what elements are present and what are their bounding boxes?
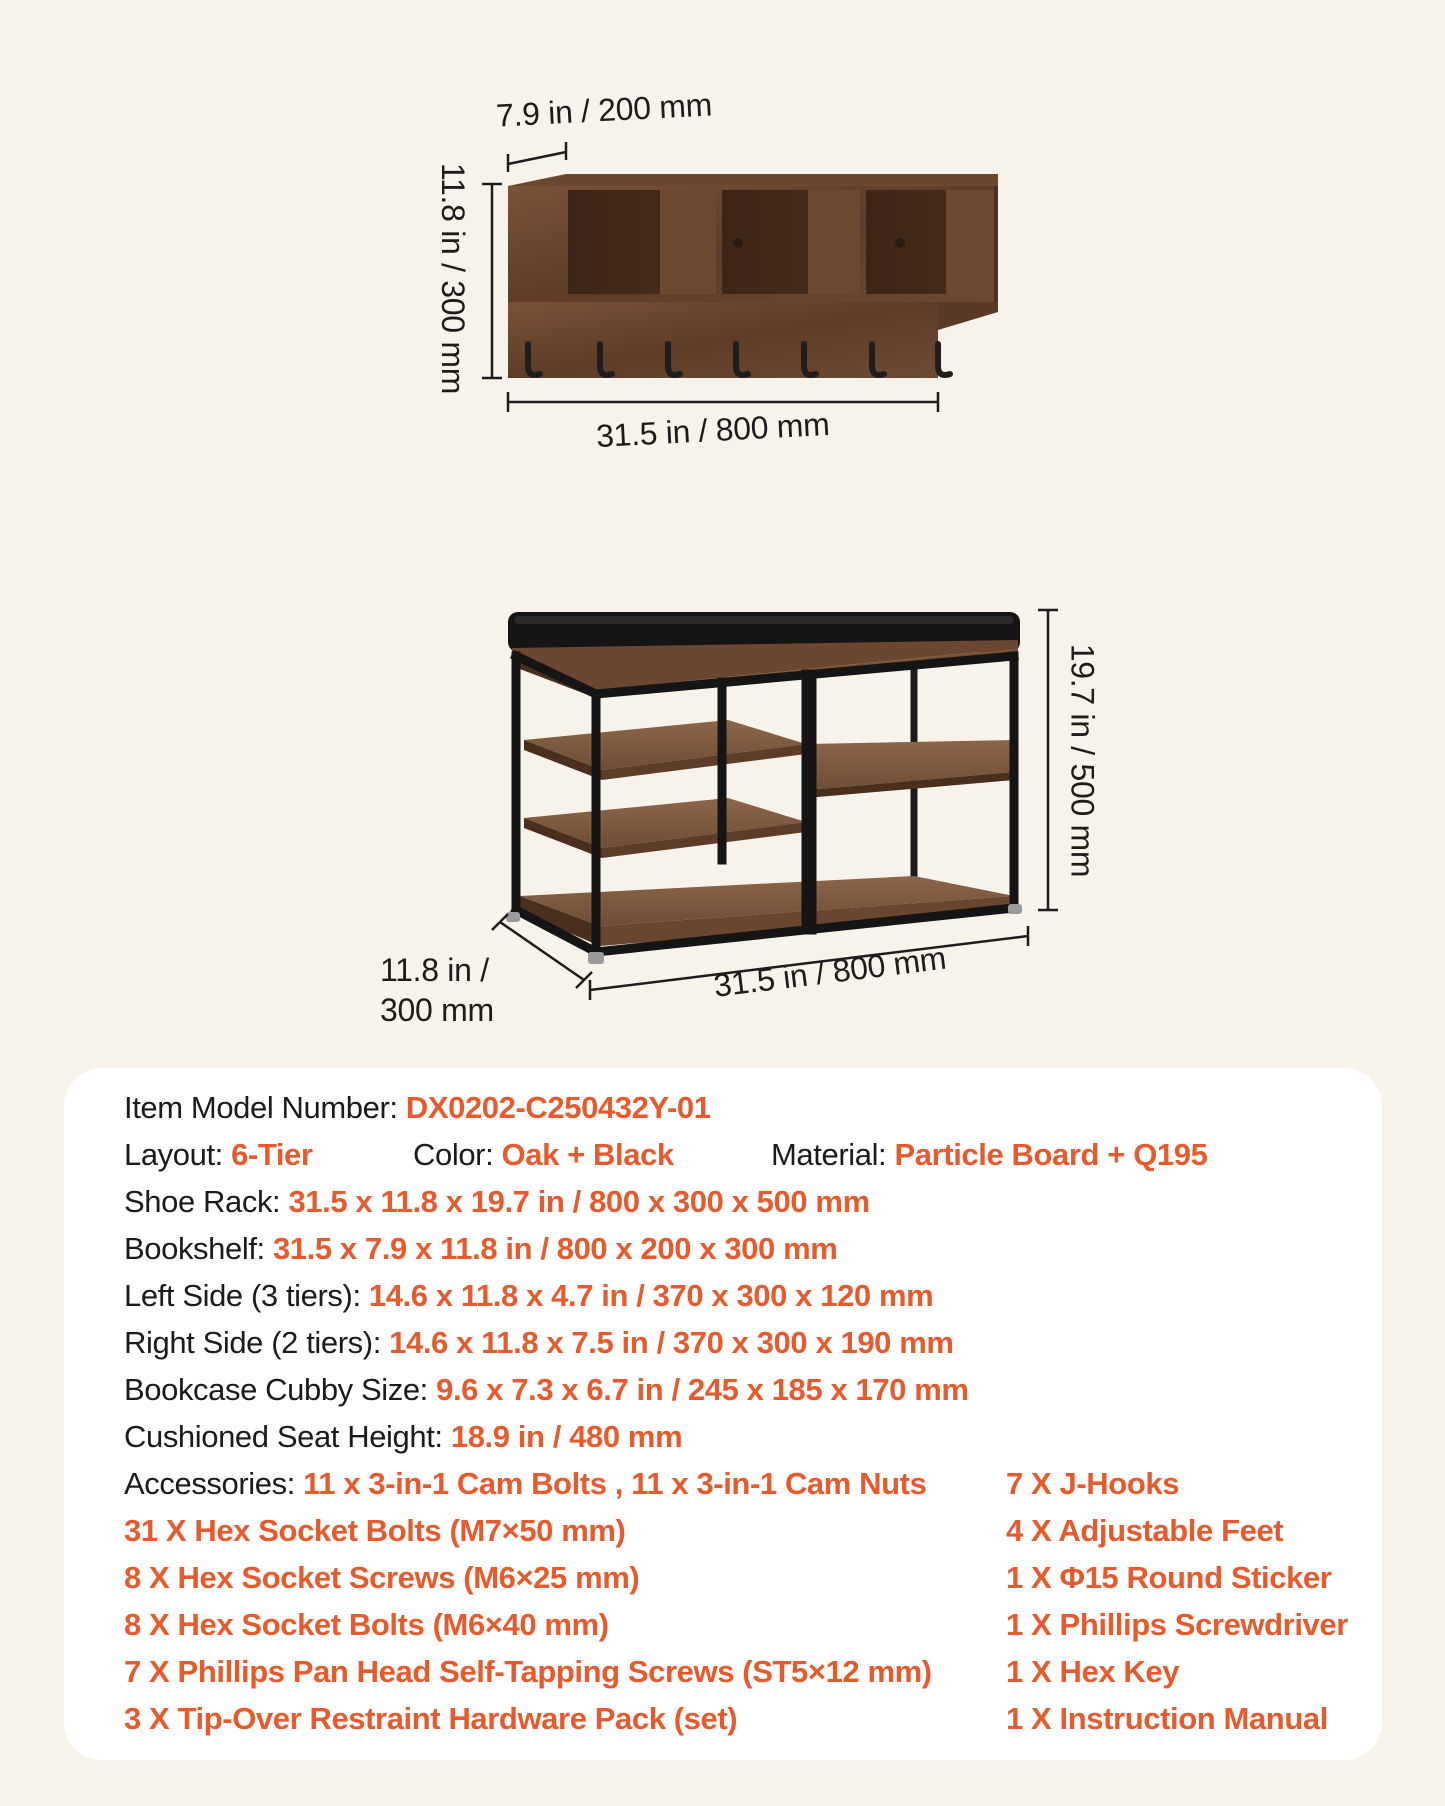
layout-row: Layout: 6-Tier	[124, 1137, 313, 1172]
accessory-item: 1 X Phillips Screwdriver	[1006, 1607, 1348, 1642]
accessory-item: 1 X Instruction Manual	[1006, 1701, 1328, 1736]
color-row: Color: Oak + Black	[413, 1137, 674, 1172]
material-value: Particle Board + Q195	[894, 1137, 1208, 1172]
accessory-item: 4 X Adjustable Feet	[1006, 1513, 1284, 1548]
accessory-item: 8 X Hex Socket Screws (M6×25 mm)	[124, 1560, 640, 1595]
model-row: Item Model Number: DX0202-C250432Y-01	[124, 1090, 711, 1125]
bench-depth-label-line2: 300 mm	[380, 992, 494, 1028]
accessory-item: 1 X Φ15 Round Sticker	[1006, 1560, 1332, 1595]
color-value: Oak + Black	[501, 1137, 674, 1172]
right-side-row: Right Side (2 tiers): 14.6 x 11.8 x 7.5 in / 370 x 300 x 190 mm	[124, 1325, 954, 1360]
left-side-row: Left Side (3 tiers): 14.6 x 11.8 x 4.7 in / 370 x 300 x 120 mm	[124, 1278, 934, 1313]
bookshelf-row: Bookshelf: 31.5 x 7.9 x 11.8 in / 800 x 200 x 300 mm	[124, 1231, 838, 1266]
accessory-item: 31 X Hex Socket Bolts (M7×50 mm)	[124, 1513, 626, 1548]
accessory-item: 1 X Hex Key	[1006, 1654, 1180, 1689]
accessory-item: 7 X J-Hooks	[1006, 1466, 1180, 1501]
bookshelf-depth-label: 7.9 in / 200 mm	[495, 86, 713, 134]
accessories-row: Accessories: 11 x 3-in-1 Cam Bolts , 11 x 3-in-1 Cam Nuts	[124, 1466, 927, 1501]
bookshelf-height-label: 11.8 in / 300 mm	[435, 162, 472, 395]
specifications-card	[64, 1068, 1382, 1760]
accessory-item: 3 X Tip-Over Restraint Hardware Pack (set)	[124, 1701, 738, 1736]
cubby-size-row: Bookcase Cubby Size: 9.6 x 7.3 x 6.7 in / 245 x 185 x 170 mm	[124, 1372, 969, 1407]
material-row: Material: Particle Board + Q195	[771, 1137, 1208, 1172]
bench-height-label: 19.7 in / 500 mm	[1064, 643, 1101, 878]
shoe-bench	[492, 610, 1058, 1000]
wall-bookshelf	[482, 142, 998, 412]
accessory-item: 8 X Hex Socket Bolts (M6×40 mm)	[124, 1607, 609, 1642]
bench-depth-label-line1: 11.8 in /	[380, 952, 489, 988]
seat-height-row: Cushioned Seat Height: 18.9 in / 480 mm	[124, 1419, 683, 1454]
accessory-item: 7 X Phillips Pan Head Self-Tapping Screws (ST5×12 mm)	[124, 1654, 932, 1689]
bench-width-label: 31.5 in / 800 mm	[711, 939, 948, 1004]
shoe-rack-row: Shoe Rack: 31.5 x 11.8 x 19.7 in / 800 x 300 x 500 mm	[124, 1184, 870, 1219]
bookshelf-width-label: 31.5 in / 800 mm	[595, 405, 831, 455]
layout-value: 6-Tier	[231, 1137, 313, 1172]
model-number: DX0202-C250432Y-01	[405, 1090, 711, 1125]
